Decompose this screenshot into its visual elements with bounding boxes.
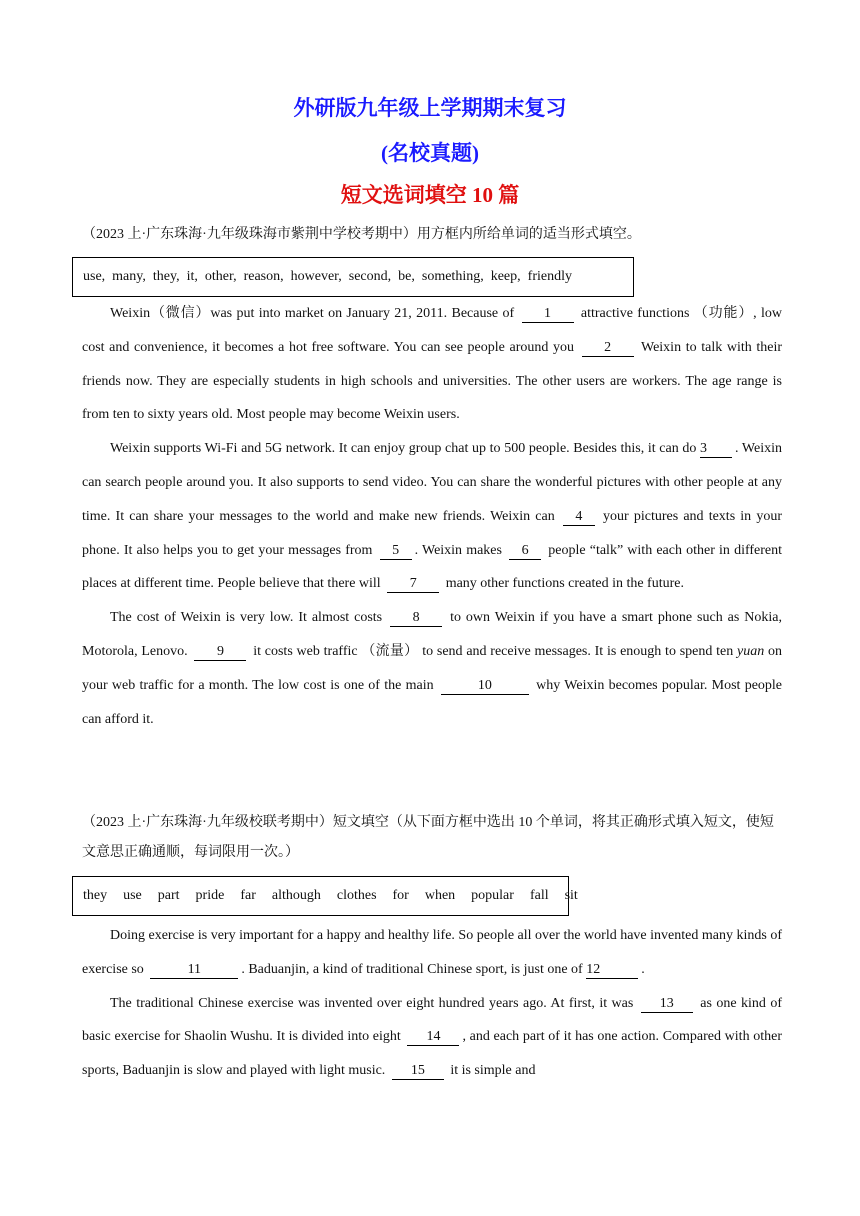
- word-box-item: second,: [348, 269, 392, 284]
- paragraph-text: Weixin（微信）was put into market on January 21, 2011. Because of: [110, 306, 515, 321]
- paragraph-text: The traditional Chinese exercise was invented over eight hundred years ago. At first, it was: [110, 995, 634, 1011]
- word-box-item: when: [424, 888, 456, 903]
- word-box-item: clothes: [336, 888, 377, 903]
- word-box-item: although: [271, 888, 321, 903]
- blank-2[interactable]: 2: [582, 340, 634, 357]
- passage1-source: （2023 上·广东珠海·九年级珠海市紫荆中学校考期中）用方框内所给单词的适当形式填空。: [82, 227, 641, 242]
- word-box-item: for: [392, 888, 409, 903]
- word-box-item: pride: [195, 888, 225, 903]
- paragraph-text: on your web traffic for a month. The low cost is one of the main: [82, 643, 783, 693]
- paragraph-text: Weixin to talk with their friends now. They are especially students in high schools and universities. The other users are workers. The age range is from ten to sixty years old. Most people may become Weixin users.: [82, 339, 782, 423]
- word-box-item: however,: [290, 269, 342, 284]
- paragraph-text: The cost of Weixin is very low. It almost costs: [110, 610, 383, 626]
- word-box-item: many,: [112, 269, 146, 284]
- paragraph-text: . Baduanjin, a kind of traditional Chinese sport, is just one of: [241, 961, 583, 977]
- paragraph-text: .: [641, 961, 645, 977]
- italic-word: yuan: [737, 643, 765, 659]
- paragraph-text: many other functions created in the future.: [445, 576, 684, 592]
- word-box-item: something,: [421, 269, 484, 284]
- word-box-item: fall: [529, 888, 549, 903]
- word-box-item: popular: [471, 888, 514, 903]
- word-box-item: far: [240, 888, 256, 903]
- paragraph-text: . Weixin can search people around you. It also supports to send video. You can share the wonderful pictures with other people at any time. It can share your messages to the world and make new friends. Weixin can: [82, 441, 783, 524]
- word-box-item: other,: [204, 269, 237, 284]
- passage2-word-box: [72, 876, 578, 916]
- paragraph-text: . Weixin makes: [414, 542, 502, 558]
- paragraph-text: people “talk” with each other in different places at different time. People believe that there will: [82, 542, 783, 592]
- paragraph: [82, 601, 782, 736]
- blank-3[interactable]: 3: [700, 441, 732, 458]
- paragraph-text: your pictures and texts in your phone. It also helps you to get your messages from: [82, 508, 782, 558]
- passage1-word-box: [72, 257, 634, 297]
- page-title: 外研版九年级上学期期末复习: [293, 96, 567, 120]
- blank-8[interactable]: 8: [390, 610, 442, 627]
- passage2-source: （2023 上·广东珠海·九年级校联考期中）短文填空（从下面方框中选出 10 个单词，将其正确形式填入短文，使短文意思正确通顺，每词限用一次。）: [82, 815, 774, 860]
- word-box-item: it,: [186, 269, 198, 284]
- blank-14[interactable]: 14: [407, 1029, 459, 1046]
- blank-10[interactable]: 10: [441, 678, 529, 695]
- paragraph-text: it is simple and: [450, 1063, 536, 1079]
- word-box-item: keep,: [490, 269, 521, 284]
- blank-7[interactable]: 7: [387, 576, 439, 593]
- paragraph: [82, 919, 782, 987]
- passage1-body: [82, 297, 782, 736]
- paragraph: [82, 987, 782, 1088]
- paragraph: [82, 297, 782, 432]
- blank-4[interactable]: 4: [563, 509, 595, 526]
- paragraph-text: why Weixin becomes popular. Most people can afford it.: [82, 677, 783, 727]
- blank-11[interactable]: 11: [150, 962, 238, 979]
- word-box-item: they: [83, 888, 108, 903]
- blank-5[interactable]: 5: [380, 543, 412, 560]
- word-box-item: use,: [83, 269, 106, 284]
- paragraph-text: as one kind of basic exercise for Shaolin Wushu. It is divided into eight: [82, 995, 783, 1045]
- paragraph-text: , and each part of it has one action. Compared with other sports, Baduanjin is slow and played with light music.: [82, 1029, 783, 1079]
- blank-15[interactable]: 15: [392, 1063, 444, 1080]
- word-box-item: sit: [564, 888, 578, 903]
- word-box-item: use: [123, 888, 142, 903]
- blank-13[interactable]: 13: [641, 996, 693, 1013]
- paragraph-text: to own Weixin if you have a smart phone such as Nokia, Motorola, Lenovo.: [82, 610, 783, 659]
- blank-6[interactable]: 6: [509, 543, 541, 560]
- passage2-body: [82, 919, 782, 1088]
- paragraph-text: Weixin supports Wi-Fi and 5G network. It can enjoy group chat up to 500 people. Besides this, it can do: [110, 441, 697, 457]
- word-box-item: part: [157, 888, 180, 903]
- page-subtitle: (名校真题): [381, 141, 479, 165]
- word-box-item: they,: [152, 269, 180, 284]
- paragraph-text: it costs web traffic （流量） to send and receive messages. It is enough to spend ten: [253, 643, 734, 659]
- blank-1[interactable]: 1: [522, 306, 574, 323]
- blank-9[interactable]: 9: [194, 644, 246, 661]
- word-box-item: be,: [398, 269, 415, 284]
- paragraph-text: Doing exercise is very important for a happy and healthy life. So people all over the world have invented many kinds of exercise so: [82, 928, 782, 977]
- word-box-item: reason,: [243, 269, 284, 284]
- blank-12[interactable]: 12: [586, 962, 638, 979]
- paragraph-text: attractive functions （功能）, low cost and convenience, it becomes a hot free software. You can see people around you: [82, 306, 783, 355]
- paragraph: [82, 432, 782, 601]
- section-title: 短文选词填空 10 篇: [340, 183, 520, 207]
- word-box-item: friendly: [527, 269, 572, 284]
